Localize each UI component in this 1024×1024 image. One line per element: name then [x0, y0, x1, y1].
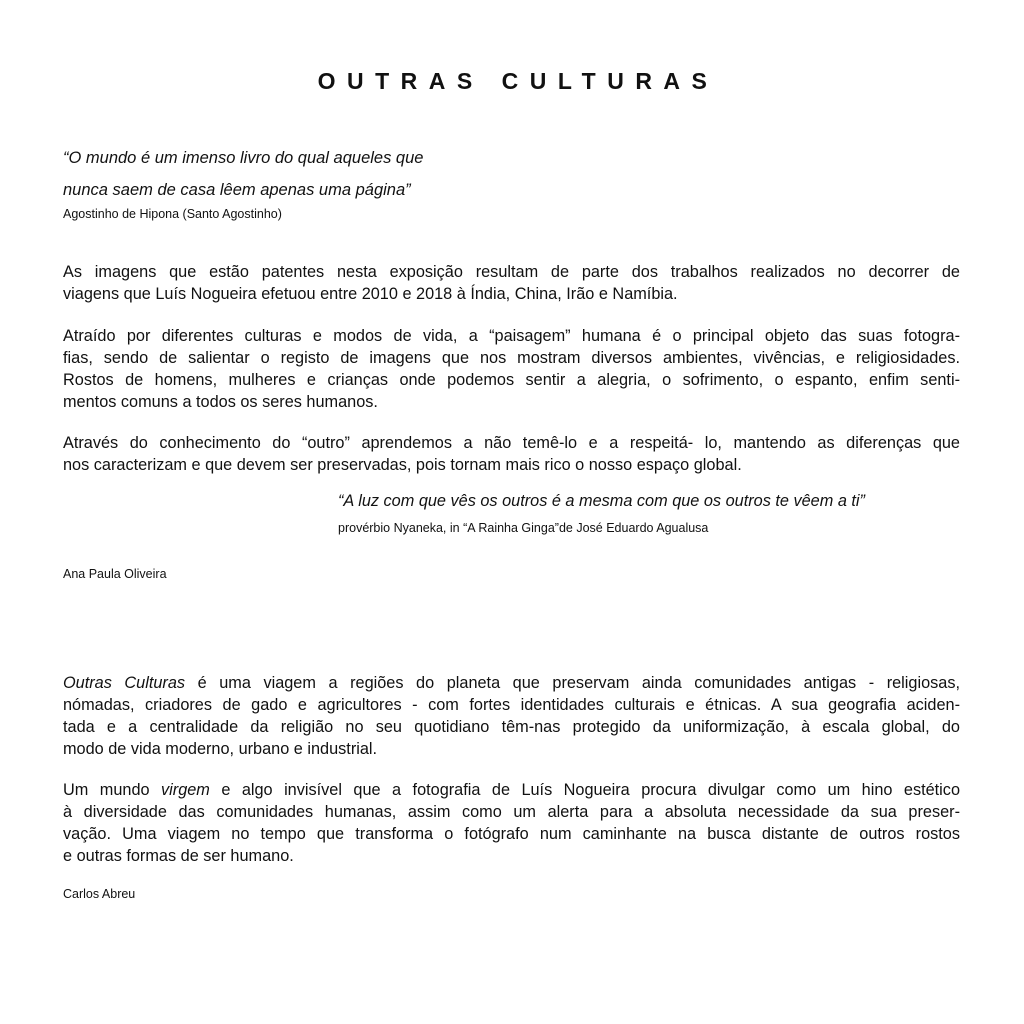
quote-line: “O mundo é um imenso livro do qual aqueles que: [63, 149, 424, 167]
text-line: Atraído por diferentes culturas e modos de vida, a “paisagem” humana é o principal objeto das suas fotogra-: [63, 327, 960, 345]
text-line: viagens que Luís Nogueira efetuou entre 2010 e 2018 à Índia, China, Irão e Namíbia.: [63, 285, 678, 303]
paragraph: [63, 325, 960, 413]
italic-title: Outras Culturas: [63, 674, 186, 692]
text-fragment: e algo invisível que a fotografia de Luís Nogueira procura divulgar como um hino estético: [209, 781, 960, 799]
text-line: nómadas, criadores de gado e agricultores - com fortes identidades culturais e étnicas. A sua geografia aciden-: [63, 696, 960, 714]
text-line: à diversidade das comunidades humanas, assim como um alerta para a absoluta necessidade da sua preser-: [63, 803, 960, 821]
text-line: [63, 672, 960, 694]
text-line: tada e a centralidade da religião no seu quotidiano têm-nas protegido da uniformização, à escala global, do: [63, 718, 960, 736]
paragraph: [63, 779, 960, 867]
italic-word: virgem: [161, 781, 210, 799]
page-title: OUTRAS CULTURAS: [317, 68, 719, 94]
text-line: mentos comuns a todos os seres humanos.: [63, 393, 378, 411]
text-line: vação. Uma viagem no tempo que transforma o fotógrafo num caminhante na busca distante de outros rostos: [63, 825, 960, 843]
text-line: nos caracterizam e que devem ser preservadas, pois tornam mais rico o nosso espaço global.: [63, 456, 742, 474]
quote-line: nunca saem de casa lêem apenas uma página”: [63, 181, 411, 199]
author-signature: Carlos Abreu: [63, 887, 136, 901]
quote-attribution: Agostinho de Hipona (Santo Agostinho): [63, 207, 282, 221]
author-signature: Ana Paula Oliveira: [63, 567, 167, 581]
paragraph: [63, 432, 960, 476]
paragraph: [63, 261, 960, 305]
text-line: [63, 779, 960, 801]
text-line: fias, sendo de salientar o registo de imagens que nos mostram diversos ambientes, vivências, e religiosidades.: [63, 349, 960, 367]
text-line: modo de vida moderno, urbano e industrial.: [63, 740, 378, 758]
text-line: Rostos de homens, mulheres e crianças onde podemos sentir a alegria, o sofrimento, o espanto, enfim senti-: [63, 371, 960, 389]
paragraph: [63, 672, 960, 760]
text-line: e outras formas de ser humano.: [63, 847, 294, 865]
text-line: Através do conhecimento do “outro” aprendemos a não temê-lo e a respeitá- lo, mantendo as diferenças que: [63, 434, 960, 452]
text-fragment: é uma viagem a regiões do planeta que preservam ainda comunidades antigas - religiosas,: [185, 674, 960, 692]
proverb-attribution: provérbio Nyaneka, in “A Rainha Ginga”de José Eduardo Agualusa: [338, 521, 709, 535]
opening-quote: [63, 142, 423, 206]
text-fragment: Um mundo: [63, 781, 162, 799]
text-line: As imagens que estão patentes nesta exposição resultam de parte dos trabalhos realizados no decorrer de: [63, 263, 960, 281]
proverb-quote: “A luz com que vês os outros é a mesma com que os outros te vêem a ti”: [338, 492, 865, 510]
